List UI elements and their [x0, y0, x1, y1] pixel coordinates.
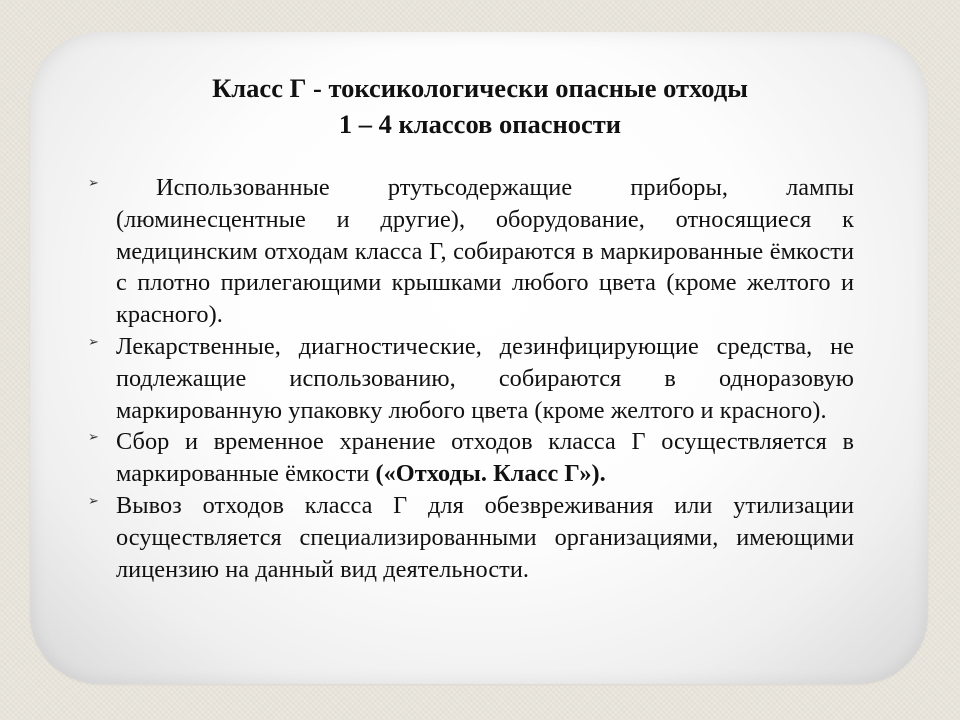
bullet-list [86, 172, 854, 585]
list-item [86, 172, 854, 331]
list-item-text: Вывоз отходов класса Г для обезвреживания или утилизации осуществляется специализированными организациями, имеющими лицензию на данный вид деятельности. [116, 491, 854, 583]
bullet-arrow-icon: ➢ [88, 333, 99, 349]
list-item-text: Использованные ртутьсодержащие приборы, лампы (люминесцентные и другие), оборудование, относящиеся к медицинским отходам класса Г, собираются в маркированные ёмкости с плотно прилегающими крышками любого цвета (кроме желтого и красного). [116, 174, 854, 329]
list-item-text: Лекарственные, диагностические, дезинфицирующие средства, не подлежащие использованию, собираются в одноразовую маркированную упаковку любого цвета (кроме желтого и красного). [116, 332, 854, 424]
bullet-arrow-icon: ➢ [88, 175, 99, 190]
list-item [86, 331, 854, 426]
title-line-1: Класс Г - токсикологически опасные отходы [212, 73, 748, 103]
title-line-2: 1 – 4 классов опасности [338, 109, 622, 139]
list-item [86, 490, 854, 585]
bullet-arrow-icon: ➢ [88, 429, 99, 445]
slide-title [0, 70, 960, 142]
list-item [86, 426, 854, 490]
list-item-bold-text: («Отходы. Класс Г»). [375, 460, 606, 488]
bullet-arrow-icon: ➢ [88, 492, 99, 508]
list-item-text: Сбор и временное хранение отходов класса Г осуществляется в маркированные ёмкости [116, 428, 854, 488]
